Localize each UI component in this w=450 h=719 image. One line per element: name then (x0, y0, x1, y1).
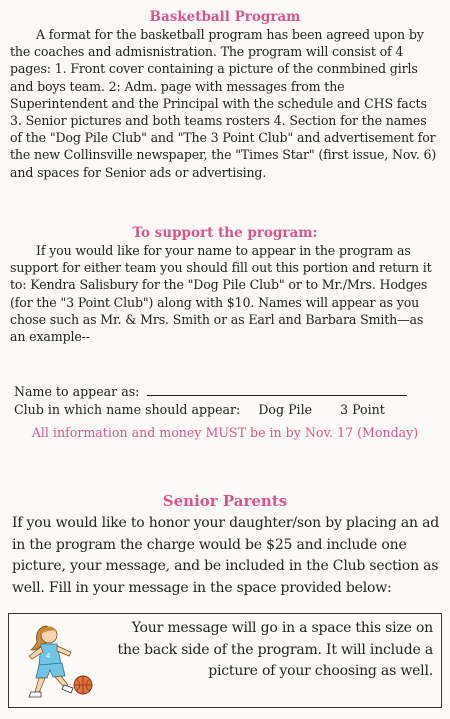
support-body-text: If you would like for your name to appear in the program as support for either team you should fill out this portion and return it to: Kendra Salisbury for the "Dog Pile Club" or to Mr./Mrs. Hodges (for the "3 Point Club") along with $10. Names will appear as you chose such as Mr. & Mrs. Smith or as Earl and Barbara Smith—as an example-- (10, 243, 432, 345)
name-field-blank[interactable] (147, 383, 407, 396)
support-description (10, 242, 442, 345)
senior-parents-description (12, 513, 444, 599)
svg-text:4: 4 (46, 652, 51, 660)
club-option-3-point[interactable]: 3 Point (340, 402, 385, 417)
club-choice-row (14, 402, 385, 418)
program-heading: Basketball Program (149, 9, 301, 25)
program-description (10, 26, 442, 181)
girl-basketball-player-icon (17, 622, 103, 704)
support-heading: To support the program: (132, 225, 318, 241)
sample-ad-box (8, 613, 442, 708)
senior-parents-heading: Senior Parents (162, 492, 288, 510)
name-field-label: Name to appear as: (14, 384, 140, 399)
program-body-text: A format for the basketball program has been agreed upon by the coaches and admisnistration. The program will consist of 4 pages: 1. Front cover containing a picture of the conmbined girls and boys team. 2: Adm. page with messages from the Superintendent and the Principal with the schedule and CHS facts 3. Senior pictures and both teams rosters 4. Section for the names of the "Dog Pile Club" and "The 3 Point Club" and advertisement for the new Collinsville newspaper, the "Times Star" (first issue, Nov. 6) and spaces for Senior ads or advertising. (10, 27, 437, 180)
club-option-dog-pile[interactable]: Dog Pile (258, 402, 313, 417)
club-choice-label: Club in which name should appear: (14, 402, 241, 417)
senior-body-text: If you would like to honor your daughter/son by placing an ad in the program the charge would be $25 and include one picture, your message, and be included in the Club section as well. Fill in your message in the space provided below: (12, 515, 439, 596)
name-field-row (14, 383, 407, 400)
sample-ad-text: Your message will go in a space this size on the back side of the program. It will include a picture of your choosing as well. (117, 620, 433, 679)
deadline-notice: All information and money MUST be in by Nov. 17 (Monday) (31, 425, 419, 440)
